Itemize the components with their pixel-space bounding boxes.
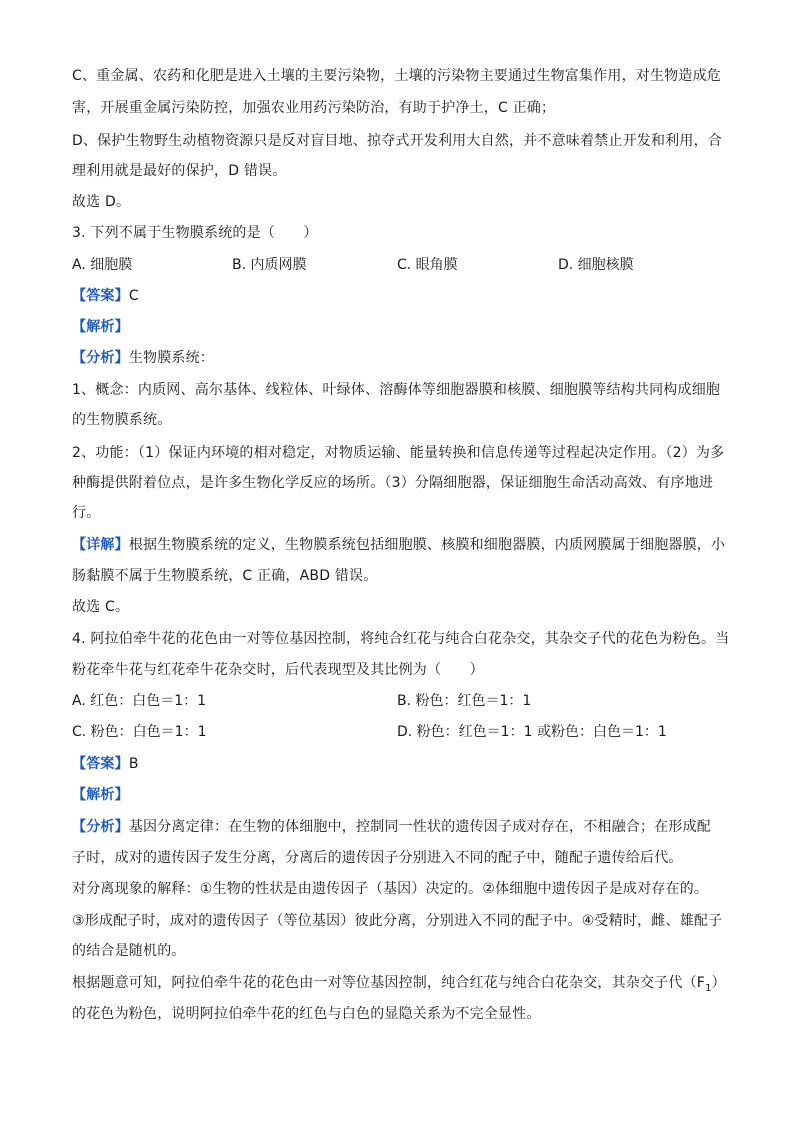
q3-option-c: C. 眼角膜	[397, 257, 458, 273]
question-4: 4. 阿拉伯牵牛花的花色由一对等位基因控制，将纯合红花与纯合白花杂交，其杂交子代的花色为粉色。当	[72, 631, 730, 647]
conclusion-line: 故选 D。	[72, 194, 131, 210]
text-line: 1、概念：内质网、高尔基体、线粒体、叶绿体、溶酶体等细胞器膜和核膜、细胞膜等结构共同构成细胞	[72, 382, 721, 398]
q3-option-a: A. 细胞膜	[72, 257, 133, 273]
xiangjie-text: 根据生物膜系统的定义，生物膜系统包括细胞膜、核膜和细胞器膜，内质网膜属于细胞器膜，小	[128, 537, 726, 553]
text-line: 的结合是随机的。	[72, 943, 186, 959]
text-line: 子时，成对的遗传因子发生分离，分离后的遗传因子分别进入不同的配子中，随配子遗传给后代。	[72, 850, 683, 866]
text-line: 2、功能：（1）保证内环境的相对稳定，对物质运输、能量转换和信息传递等过程起决定作用。（2）为多	[72, 445, 725, 461]
text-line: ③形成配子时，成对的遗传因子（等位基因）彼此分离，分别进入不同的配子中。④受精时，雌、雄配子	[72, 913, 723, 929]
q4-option-d: D. 粉色：红色＝1：1 或粉色：白色＝1：1	[397, 724, 667, 740]
xiangjie-tag: 【详解】	[72, 537, 129, 553]
fenxi-text: 生物膜系统：	[128, 350, 215, 366]
answer-value: B	[128, 756, 139, 772]
q3-answer	[72, 286, 139, 306]
fenxi-tag: 【分析】	[72, 819, 129, 835]
answer-tag: 【答案】	[72, 756, 129, 772]
question-3: 3. 下列不属于生物膜系统的是（ ）	[72, 225, 318, 241]
analysis-tag: 【解析】	[72, 787, 129, 803]
fenxi-text: 基因分离定律：在生物的体细胞中，控制同一性状的遗传因子成对存在，不相融合；在形成配	[128, 819, 712, 835]
text-line: 理利用就是最好的保护，D 错误。	[72, 163, 287, 179]
text-line: 行。	[72, 505, 101, 521]
text-line: 种酶提供附着位点，是许多生物化学反应的场所。（3）分隔细胞器，保证细胞生命活动高效、有序地进	[72, 475, 714, 491]
question-4-cont: 粉花牵牛花与红花牵牛花杂交时，后代表现型及其比例为（ ）	[72, 662, 484, 678]
q3-option-b: B. 内质网膜	[232, 257, 307, 273]
conclusion-line: 故选 C。	[72, 599, 130, 615]
analysis-tag: 【解析】	[72, 319, 129, 335]
q3-option-d: D. 细胞核膜	[558, 257, 634, 273]
answer-tag: 【答案】	[72, 288, 129, 304]
fenxi-tag: 【分析】	[72, 350, 129, 366]
q4-analysis-tag	[72, 785, 129, 805]
text-line: 害，开展重金属污染防控，加强农业用药污染防治，有助于护净土，C 正确；	[72, 100, 556, 116]
text-line: 的花色为粉色，说明阿拉伯牵牛花的红色与白色的显隐关系为不完全显性。	[72, 1006, 541, 1022]
q4-fenxi	[72, 817, 711, 837]
q4-answer	[72, 754, 139, 774]
answer-value: C	[128, 288, 139, 304]
q4-option-c: C. 粉色：白色＝1：1	[72, 724, 207, 740]
text-segment: 根据题意可知，阿拉伯牵牛花的花色由一对等位基因控制，纯合红花与纯合白花杂交，其杂交子代（F	[72, 975, 706, 991]
q3-xiangjie	[72, 535, 725, 555]
text-line: 对分离现象的解释：①生物的性状是由遗传因子（基因）决定的。②体细胞中遗传因子是成对存在的。	[72, 881, 709, 897]
subscript: 1	[705, 982, 712, 994]
text-line: 的生物膜系统。	[72, 412, 172, 428]
q4-option-b: B. 粉色：红色＝1：1	[397, 693, 532, 709]
q4-option-a: A. 红色：白色＝1：1	[72, 693, 207, 709]
text-line: D、保护生物野生动植物资源只是反对盲目地、掠夺式开发利用大自然，并不意味着禁止开发和利用，合	[72, 133, 722, 149]
q3-fenxi	[72, 348, 214, 368]
text-line: C、重金属、农药和化肥是进入土壤的主要污染物，土壤的污染物主要通过生物富集作用，对生物造成危	[72, 68, 721, 84]
text-line: 肠黏膜不属于生物膜系统，C 正确，ABD 错误。	[72, 568, 378, 584]
text-segment: ）	[711, 975, 726, 991]
text-line	[72, 973, 726, 993]
q3-analysis-tag	[72, 317, 129, 337]
